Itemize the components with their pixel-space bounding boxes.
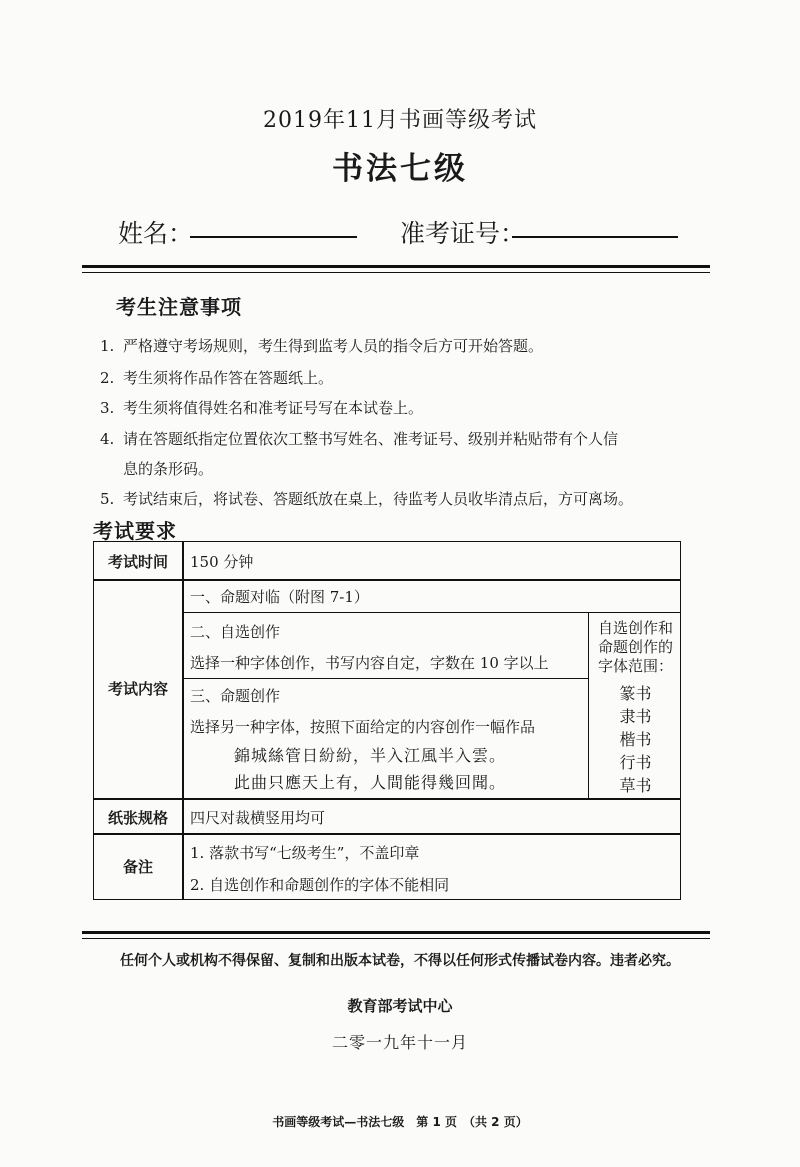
page-footer: 书画等级考试—书法七级 第 1 页 （共 2 页） xyxy=(272,1115,528,1129)
exam-content-label: 考试内容 xyxy=(107,680,168,698)
poem-line-1: 錦城絲管日紛紛，半入江風半入雲。 xyxy=(234,746,507,765)
copyright-notice: 任何个人或机构不得保留、复制和出版本试卷，不得以任何形式传播试卷内容。违者必究。 xyxy=(120,953,680,969)
notice-number: 3. xyxy=(100,399,115,417)
notice-number: 2. xyxy=(100,369,115,387)
remark-1: 1. 落款书写“七级考生”，不盖印章 xyxy=(190,844,420,862)
part-2-description: 选择一种字体创作，书写内容自定，字数在 10 字以上 xyxy=(190,654,549,672)
paper-size-label: 纸张规格 xyxy=(107,809,168,827)
font-scope-label: 自选创作和 xyxy=(597,619,673,637)
part-3-title: 三、命题创作 xyxy=(190,687,281,705)
notice-item: 考生须将值得姓名和准考证号写在本试卷上。 xyxy=(123,399,424,417)
font-scope-label: 字体范围： xyxy=(597,657,673,675)
notice-item: 严格遵守考场规则，考生得到监考人员的指令后方可开始答题。 xyxy=(123,337,544,355)
notice-number: 1. xyxy=(100,337,115,355)
part-1-copy-task: 一、命题对临（附图 7-1） xyxy=(190,588,369,606)
font-style-cursive: 草书 xyxy=(619,776,652,795)
divider-top-thick xyxy=(82,265,710,268)
notice-item: 考试结束后，将试卷、答题纸放在桌上，待监考人员收毕清点后，方可离场。 xyxy=(123,490,634,508)
font-style-seal: 篆书 xyxy=(619,684,652,703)
notice-item-continuation: 息的条形码。 xyxy=(123,460,214,478)
remark-2: 2. 自选创作和命题创作的字体不能相同 xyxy=(190,876,450,894)
ticket-number-label: 准考证号： xyxy=(400,219,526,248)
font-scope-label: 命题创作的 xyxy=(597,638,673,656)
paper-title: 书法七级 xyxy=(332,151,468,187)
font-style-clerical: 隶书 xyxy=(619,707,652,726)
paper-size-value: 四尺对裁横竖用均可 xyxy=(190,809,326,827)
part-3-description: 选择另一种字体，按照下面给定的内容创作一幅作品 xyxy=(190,718,536,736)
notice-number: 5. xyxy=(100,490,115,508)
font-style-running: 行书 xyxy=(619,753,652,772)
issuer: 教育部考试中心 xyxy=(347,997,453,1015)
poem-line-2: 此曲只應天上有，人間能得幾回聞。 xyxy=(234,773,507,792)
part-2-title: 二、自选创作 xyxy=(190,623,281,641)
notice-item: 请在答题纸指定位置依次工整书写姓名、准考证号、级别并粘贴带有个人信 xyxy=(123,430,619,448)
issue-date: 二零一九年十一月 xyxy=(331,1033,468,1052)
divider-top-thin xyxy=(82,272,710,273)
exam-title: 2019年11月书画等级考试 xyxy=(263,108,537,133)
remarks-label: 备注 xyxy=(122,858,153,876)
exam-time-value: 150 分钟 xyxy=(190,553,254,571)
divider-bottom-thick xyxy=(82,931,710,934)
divider-bottom-thin xyxy=(82,938,710,939)
name-field[interactable] xyxy=(190,236,357,238)
font-style-regular: 楷书 xyxy=(619,730,652,749)
ticket-number-field[interactable] xyxy=(512,236,678,238)
notice-heading: 考生注意事项 xyxy=(116,295,242,319)
notice-item: 考生须将作品作答在答题纸上。 xyxy=(123,369,334,387)
requirements-table xyxy=(93,541,681,900)
notice-number: 4. xyxy=(100,430,115,448)
exam-time-label: 考试时间 xyxy=(107,553,168,571)
requirements-heading: 考试要求 xyxy=(93,519,177,543)
name-label: 姓名： xyxy=(118,219,194,248)
